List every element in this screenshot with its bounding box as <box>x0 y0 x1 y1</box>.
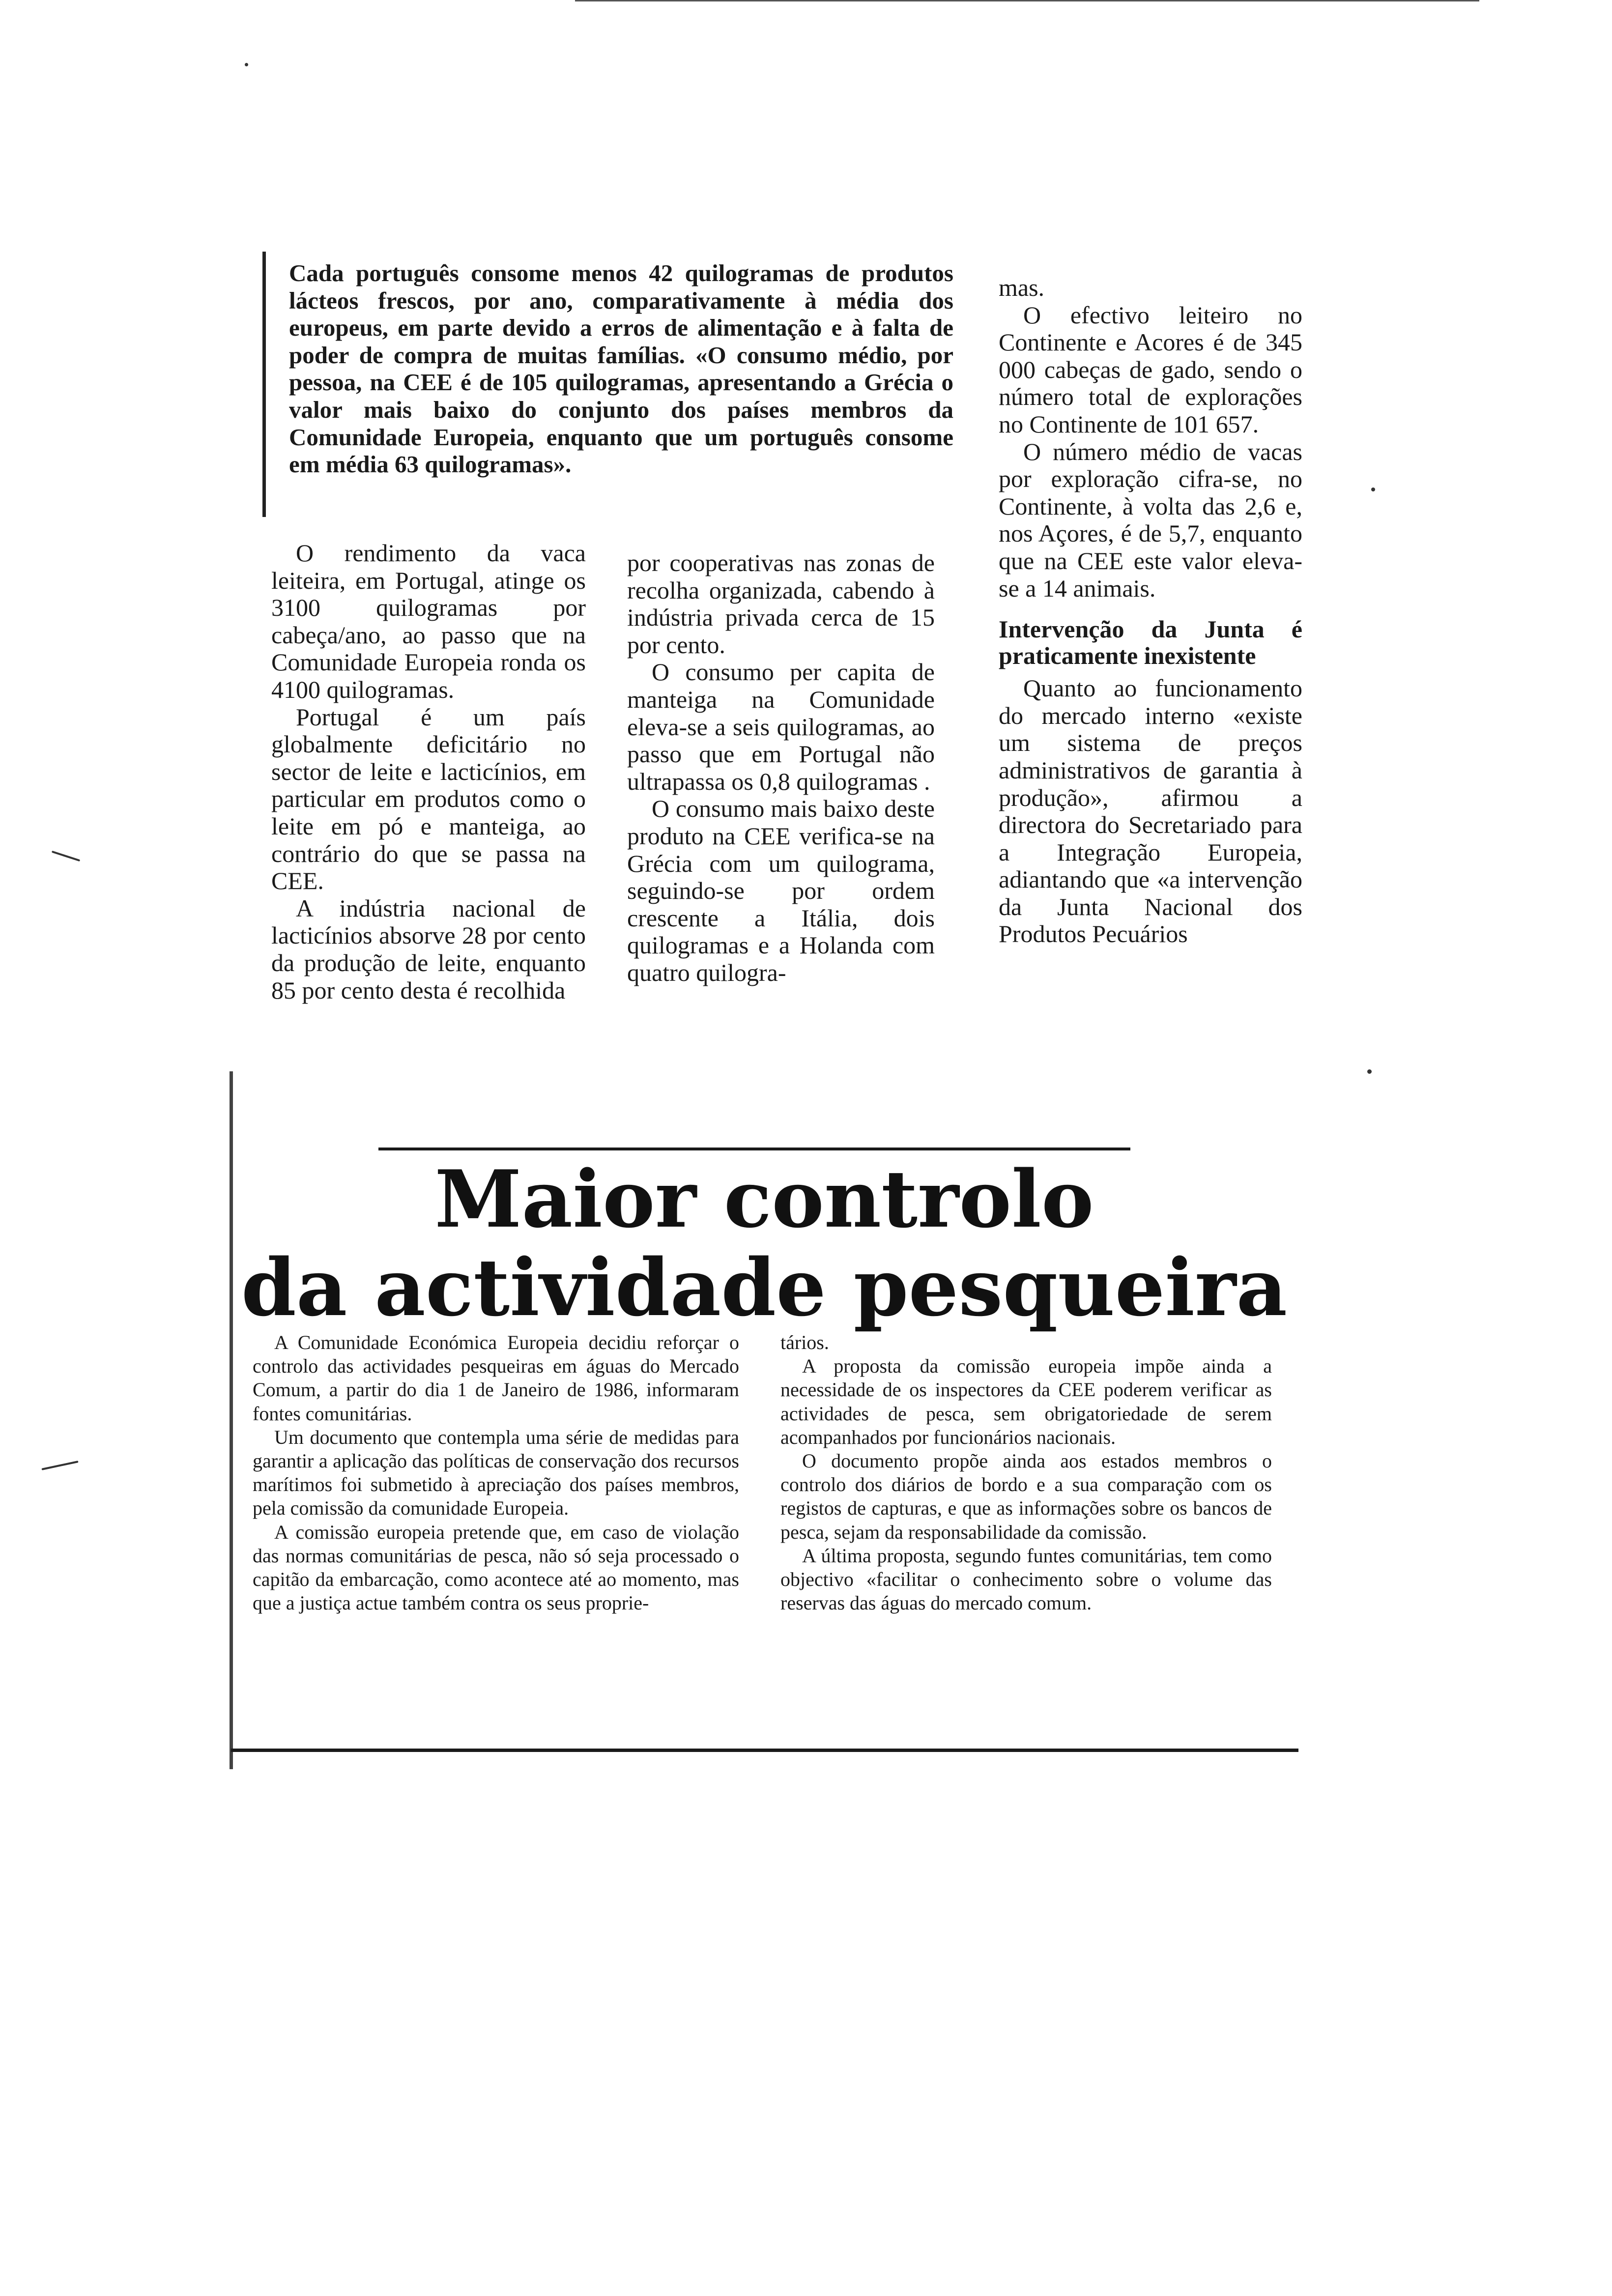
headline-top-rule <box>378 1148 1130 1150</box>
article-column-3 <box>999 274 1302 948</box>
headline-line-2: da actividade pesqueira <box>241 1241 1288 1334</box>
paragraph: O número médio de vacas por exploração cifra-se, no Continente, à volta das 2,6 e, nos Açores, é de 5,7, enquanto que na CEE este valor eleva-se a 14 animais. <box>999 437 1302 602</box>
scan-speck <box>1371 488 1375 491</box>
headline-line-1: Maior controlo <box>434 1153 1094 1245</box>
paragraph: A Comunidade Económica Europeia decidiu reforçar o controlo das actividades pesqueiras em águas do Mercado Comum, a partir do dia 1 de Janeiro de 1986, informaram fontes comunitárias. <box>253 1331 739 1425</box>
paragraph: A proposta da comissão europeia impõe ainda a necessidade de os inspectores da CEE poderem verificar as actividades de pesca, sem obrigatoriedade de serem acompanhados por funcionários nacionais. <box>780 1355 1272 1448</box>
paragraph: O documento propõe ainda aos estados membros o controlo dos diários de bordo e a sua comparação com os registos de capturas, e que as informações sobre os bancos de pesca, sejam da responsabilidade da comissão. <box>780 1450 1272 1543</box>
paragraph: Um documento que contempla uma série de medidas para garantir a aplicação das políticas de conservação dos recursos marítimos foi submetido à apreciação dos países membros, pela comissão da comunidade Europeia. <box>253 1426 739 1520</box>
paragraph: mas. <box>999 274 1045 301</box>
article2-column-left <box>253 1331 739 1615</box>
scan-speck <box>52 851 80 861</box>
paragraph: tários. <box>780 1331 829 1353</box>
paragraph: O consumo per capita de manteiga na Comunidade eleva-se a seis quilogramas, ao passo que em Portugal não ultrapassa os 0,8 quilogramas . <box>627 658 935 795</box>
scan-speck <box>245 63 248 66</box>
article2-column-right <box>780 1331 1272 1615</box>
paragraph: A comissão europeia pretende que, em caso de violação das normas comunitárias de pesca, não só seja processado o capitão da embarcação, como acontece até ao momento, mas que a justiça actue também contra os seus proprie- <box>253 1521 739 1614</box>
article-column-2 <box>627 549 935 987</box>
paragraph: Quanto ao funcionamento do mercado interno «existe um sistema de preços administrativos de garantia à produção», afirmou a directora do Secretariado para a Integração Europeia, adiantando que «a intervenção da Junta Nacional dos Produtos Pecuários <box>999 674 1302 948</box>
paragraph: Portugal é um país globalmente deficitário no sector de leite e lacticínios, em particular em produtos como o leite em pó e manteiga, ao contrário do que se passa na CEE. <box>271 703 586 895</box>
top-edge-line <box>575 0 1479 1</box>
scan-speck <box>1367 1069 1372 1074</box>
headline <box>236 1155 1293 1332</box>
section-subhead: Intervenção da Junta é praticamente inexistente <box>999 615 1302 670</box>
paragraph: A indústria nacional de lacticínios absorve 28 por cento da produção de leite, enquanto 85 por cento desta é recolhida <box>271 894 586 1004</box>
article-column-1 <box>271 540 586 1004</box>
bottom-rule <box>231 1749 1298 1752</box>
paragraph: A última proposta, segundo funtes comunitárias, tem como objectivo «facilitar o conhecimento sobre o volume das reservas das águas do mercado comum. <box>780 1544 1272 1614</box>
paragraph: O consumo mais baixo deste produto na CEE verifica-se na Grécia com um quilograma, seguindo-se por ordem crescente a Itália, dois quilogramas e a Holanda com quatro quilogra- <box>627 795 935 986</box>
column-rule-left <box>262 252 266 517</box>
scan-speck <box>41 1461 78 1470</box>
paragraph: por cooperativas nas zonas de recolha organizada, cabendo à indústria privada cerca de 15 por cento. <box>627 549 935 659</box>
lead-text: Cada português consome menos 42 quilogramas de produtos lácteos frescos, por ano, comparativamente à média dos europeus, em parte devido a erros de alimentação e à falta de poder de compra de muitas famílias. «O consumo médio, por pessoa, na CEE é de 105 quilogramas, apresentando a Grécia o valor mais baixo do conjunto dos países membros da Comunidade Europeia, enquanto que um português consome em média 63 quilogramas». <box>289 259 953 478</box>
paragraph: O rendimento da vaca leiteira, em Portugal, atinge os 3100 quilogramas por cabeça/ano, ao passo que na Comunidade Europeia ronda os 4100 quilogramas. <box>271 539 586 703</box>
paragraph: O efectivo leiteiro no Continente e Acores é de 345 000 cabeças de gado, sendo o número total de explorações no Continente de 101 657. <box>999 301 1302 438</box>
lead-paragraph <box>289 259 953 478</box>
column-rule-left-lower <box>230 1071 233 1769</box>
